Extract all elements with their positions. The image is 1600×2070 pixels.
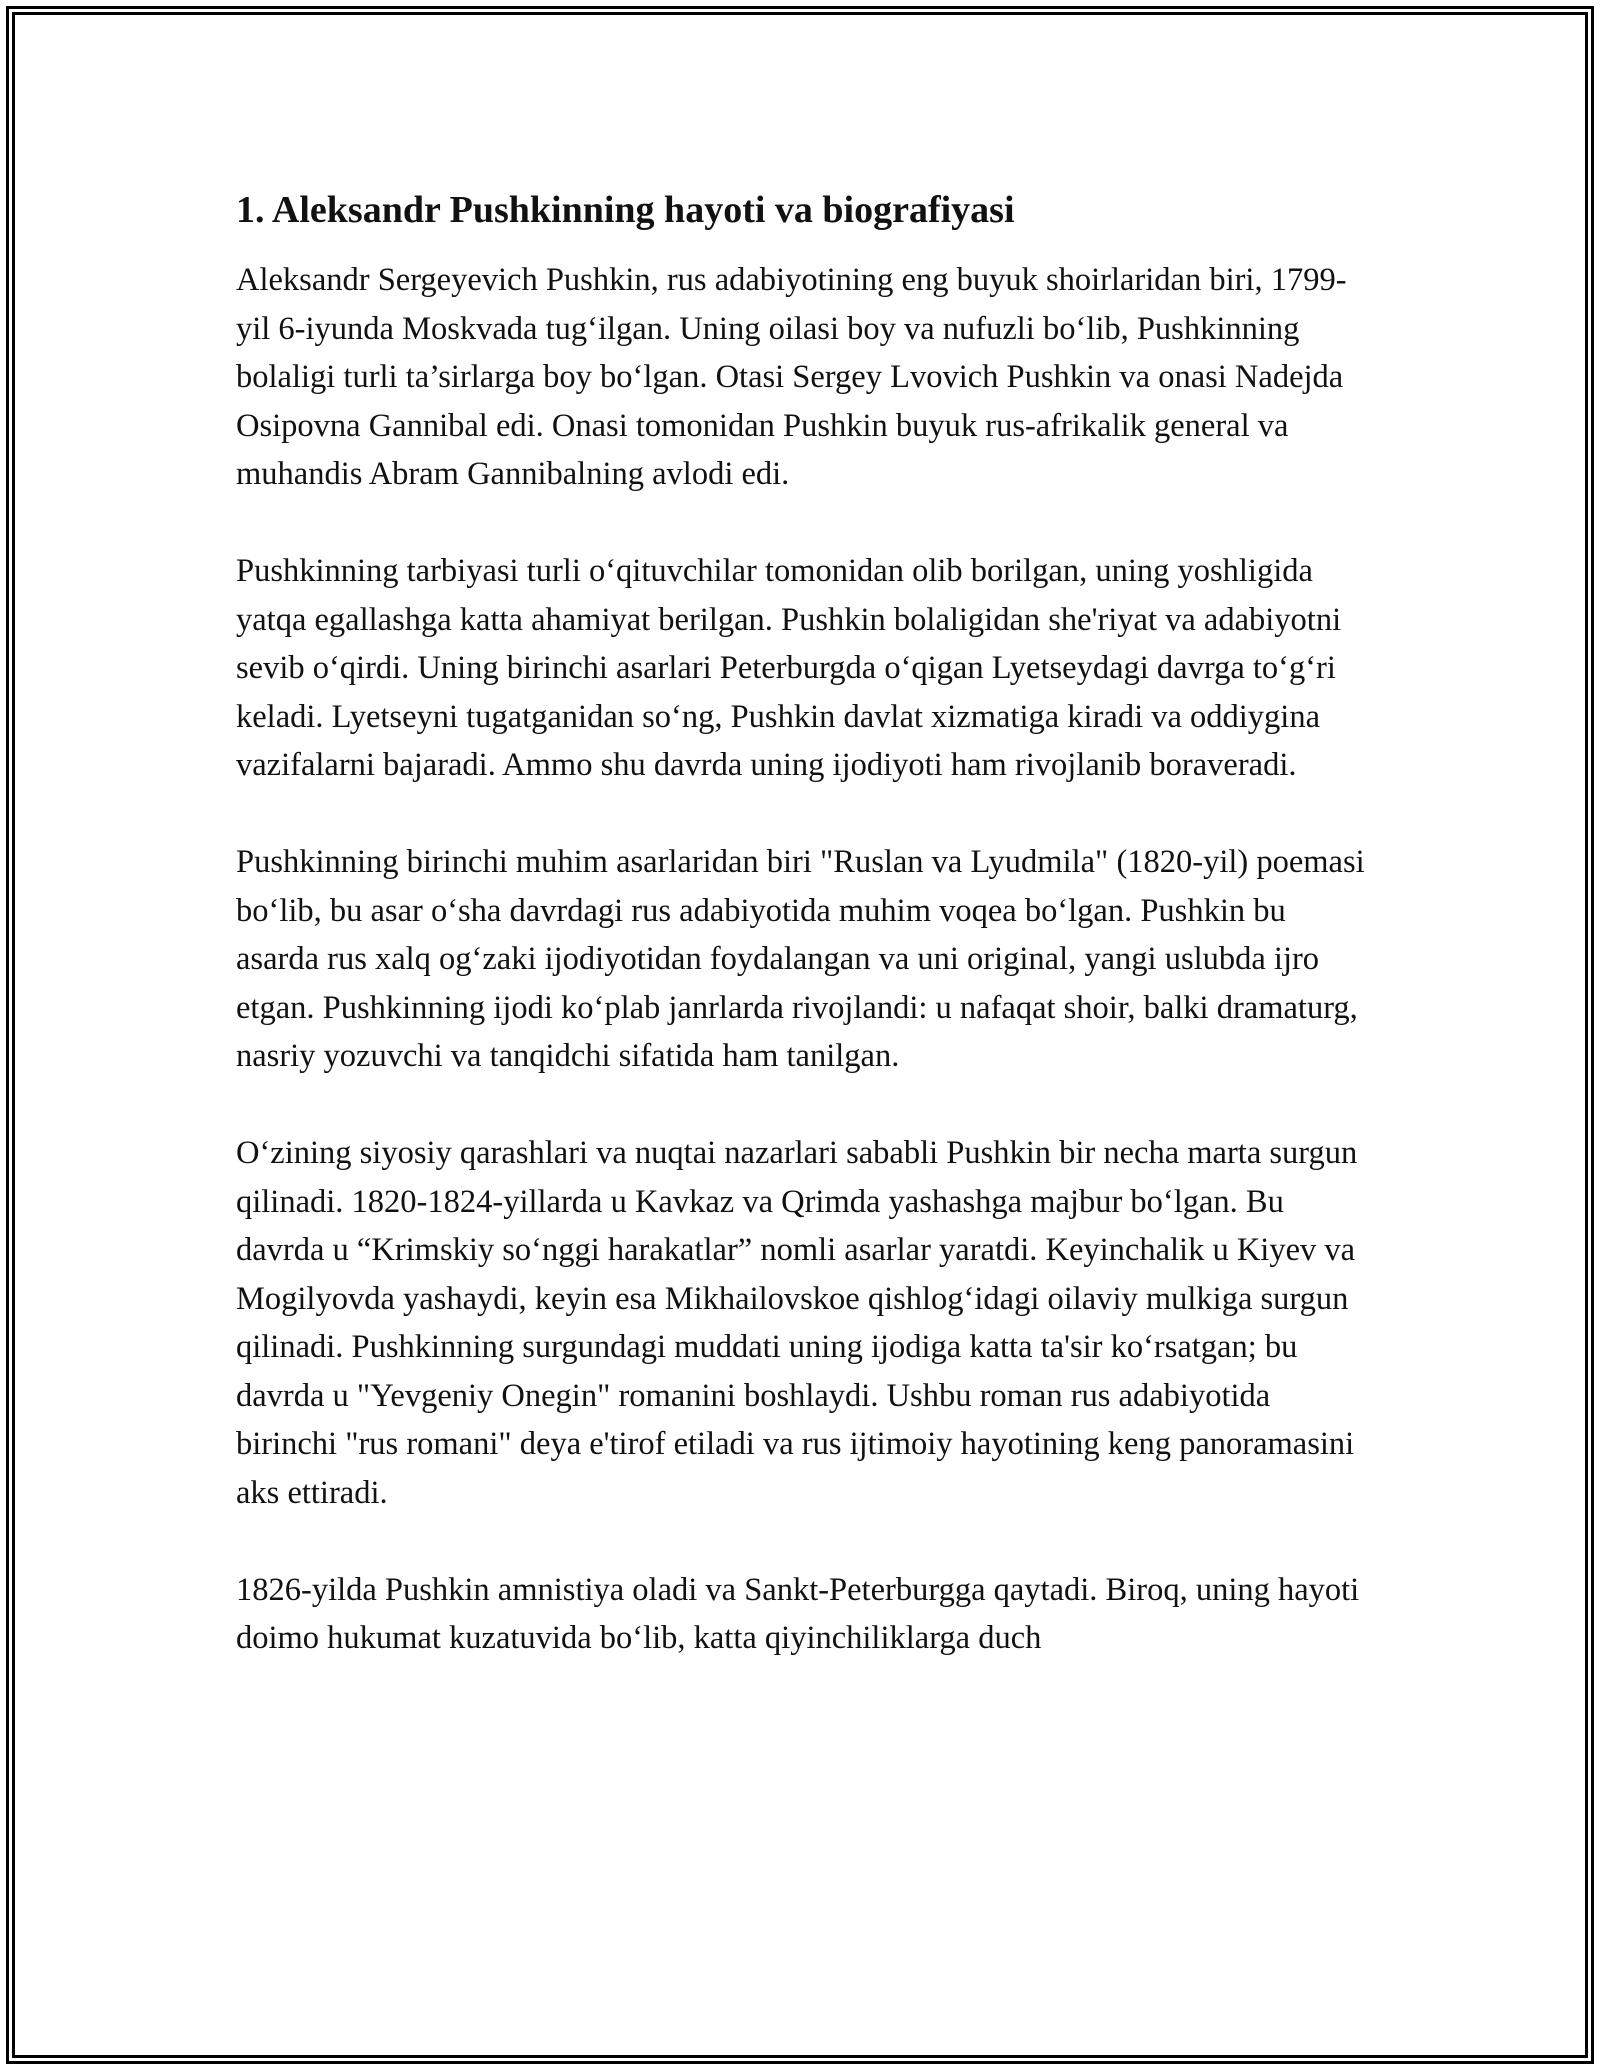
paragraph-birth-family: Aleksandr Sergeyevich Pushkin, rus adabiyotining eng buyuk shoirlaridan biri, 1799-yil 6-iyunda Moskvada tug‘ilgan. Uning oilasi boy va nufuzli bo‘lib, Pushkinning bolaligi turli ta’sirlarga boy bo‘lgan. Otasi Sergey Lvovich Pushkin va onasi Nadejda Osipovna Gannibal edi. Onasi tomonidan Pushkin buyuk rus-afrikalik general va muhandis Abram Gannibalning avlodi edi. xyxy=(236,262,1347,492)
paragraph-early-works: Pushkinning birinchi muhim asarlaridan biri "Ruslan va Lyudmila" (1820-yil) poemasi bo‘lib, bu asar o‘sha davrdagi rus adabiyotida muhim voqea bo‘lgan. Pushkin bu asarda rus xalq og‘zaki ijodiyotidan foydalangan va uni original, yangi uslubda ijro etgan. Pushkinning ijodi ko‘plab janrlarda rivojlandi: u nafaqat shoir, balki dramaturg, nasriy yozuvchi va tanqidchi sifatida ham tanilgan. xyxy=(236,844,1365,1074)
document-body xyxy=(236,186,1366,1711)
document-title: 1. Aleksandr Pushkinning hayoti va biografiyasi xyxy=(236,189,1015,231)
paragraph-exile: O‘zining siyosiy qarashlari va nuqtai nazarlari sababli Pushkin bir necha marta surgun qilinadi. 1820-1824-yillarda u Kavkaz va Qrimda yashashga majbur bo‘lgan. Bu davrda u “Krimskiy so‘nggi harakatlar” nomli asarlar yaratdi. Keyinchalik u Kiyev va Mogilyovda yashaydi, keyin esa Mikhailovskoe qishlog‘idagi oilaviy mulkiga surgun qilinadi. Pushkinning surgundagi muddati uning ijodiga katta ta'sir ko‘rsatgan; bu davrda u "Yevgeniy Onegin" romanini boshlaydi. Ushbu roman rus adabiyotida birinchi "rus romani" deya e'tirof etiladi va rus ijtimoiy hayotining keng panoramasini aks ettiradi. xyxy=(236,1135,1358,1511)
paragraph-education: Pushkinning tarbiyasi turli o‘qituvchilar tomonidan olib borilgan, uning yoshligida yatqa egallashga katta ahamiyat berilgan. Pushkin bolaligidan she'riyat va adabiyotni sevib o‘qirdi. Uning birinchi asarlari Peterburgda o‘qigan Lyetseydagi davrga to‘g‘ri keladi. Lyetseyni tugatganidan so‘ng, Pushkin davlat xizmatiga kiradi va oddiygina vazifalarni bajaradi. Ammo shu davrda uning ijodiyoti ham rivojlanib boraveradi. xyxy=(236,553,1342,783)
paragraph-amnesty: 1826-yilda Pushkin amnistiya oladi va Sankt-Peterburgga qaytadi. Biroq, uning hayoti doimo hukumat kuzatuvida bo‘lib, katta qiyinchiliklarga duch xyxy=(236,1571,1360,1656)
